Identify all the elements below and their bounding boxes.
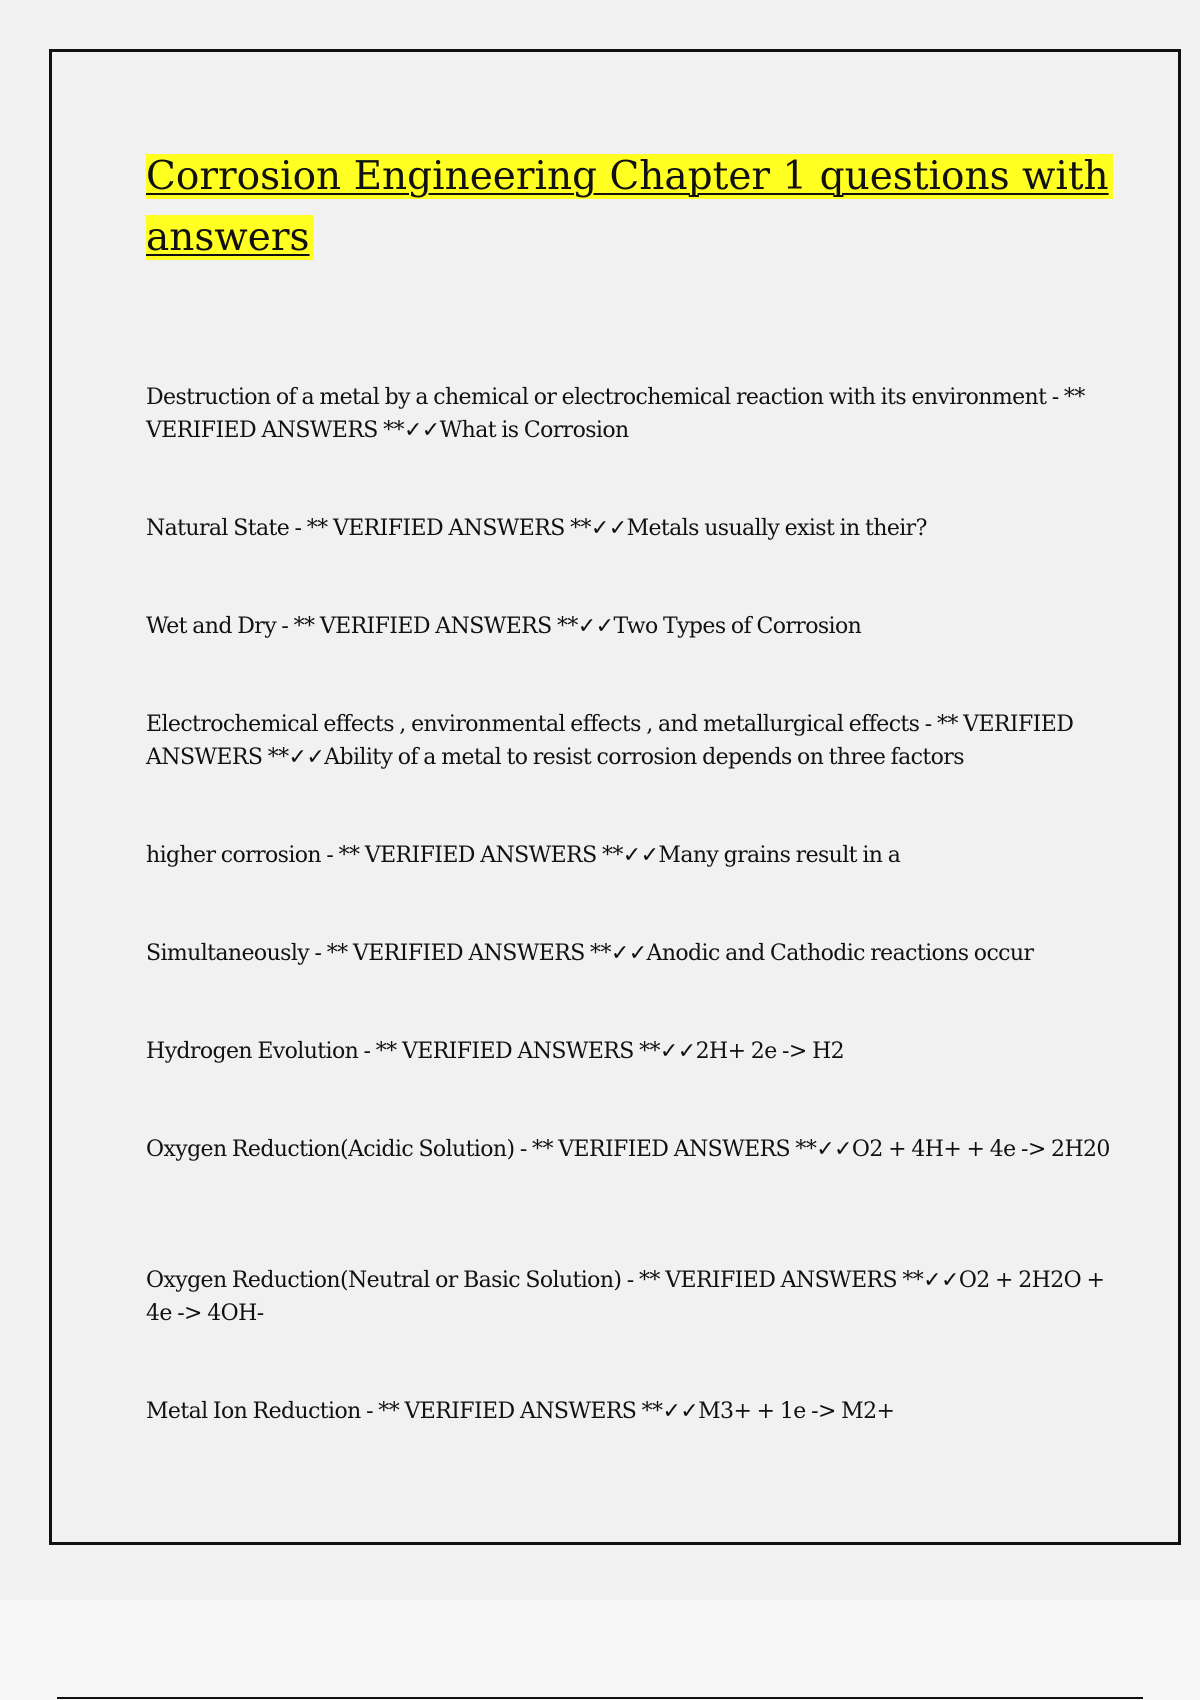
qa-list: [146, 381, 1116, 1493]
qa-item: Metal Ion Reduction - ** VERIFIED ANSWERS **✓✓M3+ + 1e -> M2+: [146, 1399, 895, 1424]
qa-item: Destruction of a metal by a chemical or electrochemical reaction with its environment - ** VERIFIED ANSWERS **✓✓What is Corrosion: [146, 385, 1085, 443]
qa-item: Natural State - ** VERIFIED ANSWERS **✓✓Metals usually exist in their?: [146, 516, 927, 541]
document-title: [146, 146, 1146, 268]
qa-item: Electrochemical effects , environmental effects , and metallurgical effects - ** VERIFIED ANSWERS **✓✓Ability of a metal to resist corrosion depends on three factors: [146, 712, 1074, 770]
qa-item: Oxygen Reduction(Acidic Solution) - ** VERIFIED ANSWERS **✓✓O2 + 4H+ + 4e -> 2H20: [146, 1137, 1110, 1162]
qa-item: higher corrosion - ** VERIFIED ANSWERS **✓✓Many grains result in a: [146, 843, 901, 868]
qa-item: Simultaneously - ** VERIFIED ANSWERS **✓✓Anodic and Cathodic reactions occur: [146, 941, 1034, 966]
qa-item: Hydrogen Evolution - ** VERIFIED ANSWERS **✓✓2H+ 2e -> H2: [146, 1039, 845, 1064]
document-frame: [49, 49, 1181, 1545]
qa-item: Wet and Dry - ** VERIFIED ANSWERS **✓✓Two Types of Corrosion: [146, 614, 862, 639]
footer-divider: [57, 1697, 1143, 1699]
page-footer-area: [0, 1600, 1200, 1700]
qa-item: Oxygen Reduction(Neutral or Basic Solution) - ** VERIFIED ANSWERS **✓✓O2 + 2H2O + 4e -> 4OH-: [146, 1268, 1105, 1326]
title-highlight: Corrosion Engineering Chapter 1 questions with answers: [146, 154, 1113, 260]
